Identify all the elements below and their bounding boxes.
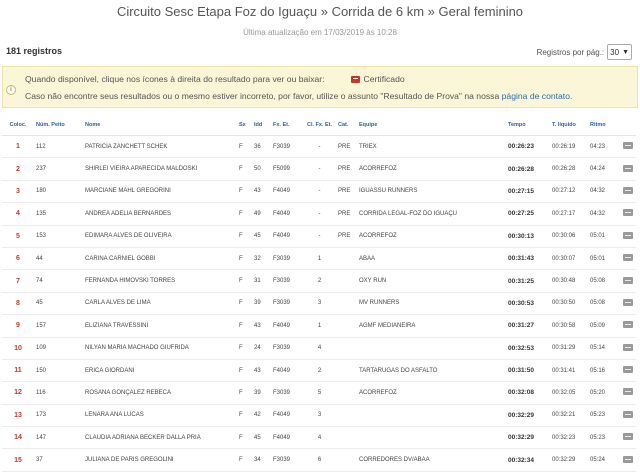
cell-age-group-rank: - <box>303 203 336 225</box>
cell-net-time: 00:26:19 <box>550 136 588 158</box>
cell-name: ROSANA GONÇALEZ REBECA <box>83 382 237 404</box>
cell-net-time: 00:30:07 <box>550 247 588 269</box>
cell-net-time: 00:31:41 <box>550 359 588 381</box>
cell-age-group-rank: 4 <box>303 337 336 359</box>
cell-name: EDIMARA ALVES DE OLIVEIRA <box>83 225 237 247</box>
cell-certificate <box>619 292 636 314</box>
cell-net-time: 00:30:48 <box>550 270 588 292</box>
cell-sex: F <box>237 203 252 225</box>
cell-category <box>336 449 357 471</box>
per-page-control <box>537 44 632 60</box>
cell-net-time: 00:32:23 <box>550 427 588 449</box>
cell-name: FERNANDA HIMOVSKI TORRES <box>83 270 237 292</box>
last-updated: Última atualização em 17/03/2019 às 10:28 <box>243 28 397 37</box>
cell-net-time: 00:27:17 <box>550 203 588 225</box>
col-header-position[interactable]: Coloc. <box>2 115 34 136</box>
table-row <box>2 180 636 202</box>
cell-age: 50 <box>252 158 271 180</box>
certificate-icon[interactable] <box>623 321 633 328</box>
cell-name: LENARA ANA LUCAS <box>83 404 237 426</box>
cell-position: 10 <box>2 337 34 359</box>
cell-age-group: F4049 <box>271 427 303 449</box>
cell-sex: F <box>237 382 252 404</box>
cell-age-group: F3039 <box>271 136 303 158</box>
cell-age-group: F4049 <box>271 203 303 225</box>
col-header-time[interactable]: Tempo <box>506 115 550 136</box>
cell-category: PRE <box>336 203 357 225</box>
cell-bib: 45 <box>34 292 83 314</box>
cell-pace: 05:08 <box>588 292 619 314</box>
records-count: 181 registros <box>6 46 63 56</box>
cell-bib: 112 <box>34 136 83 158</box>
cell-age-group-rank: 3 <box>303 292 336 314</box>
cell-age: 43 <box>252 315 271 337</box>
cell-time: 00:30:53 <box>506 292 550 314</box>
cell-position: 12 <box>2 382 34 404</box>
cell-age: 43 <box>252 180 271 202</box>
cell-age-group-rank: 5 <box>303 382 336 404</box>
certificate-icon[interactable] <box>623 456 633 463</box>
cell-age: 34 <box>252 449 271 471</box>
certificate-icon[interactable] <box>623 388 633 395</box>
col-header-net-time[interactable]: T. líquido <box>550 115 588 136</box>
cell-name: ERICA GIORDANI <box>83 359 237 381</box>
cell-time: 00:31:25 <box>506 270 550 292</box>
page-title: Circuito Sesc Etapa Foz do Iguaçu » Corrida de 6 km » Geral feminino <box>116 4 524 19</box>
cell-sex: F <box>237 292 252 314</box>
cell-age-group: F4049 <box>271 180 303 202</box>
cell-category: PRE <box>336 225 357 247</box>
col-header-bib[interactable]: Núm. Peito <box>34 115 83 136</box>
cell-certificate <box>619 427 636 449</box>
cell-category: PRE <box>336 136 357 158</box>
cell-certificate <box>619 247 636 269</box>
cell-certificate <box>619 359 636 381</box>
cell-bib: 150 <box>34 359 83 381</box>
per-page-select[interactable] <box>607 44 632 60</box>
cell-pace: 04:32 <box>588 203 619 225</box>
results-toolbar <box>0 42 640 66</box>
certificate-icon[interactable] <box>623 232 633 239</box>
cell-sex: F <box>237 180 252 202</box>
cell-pace: 05:23 <box>588 427 619 449</box>
table-row <box>2 337 636 359</box>
notice-line-1 <box>25 74 405 84</box>
table-row <box>2 270 636 292</box>
cell-bib: 109 <box>34 337 83 359</box>
certificate-icon[interactable] <box>623 165 633 172</box>
cell-team: TRIEX <box>357 136 506 158</box>
cell-age-group-rank: - <box>303 180 336 202</box>
cell-age-group: F3039 <box>271 292 303 314</box>
cell-name: CARINA CARNIEL GOBBI <box>83 247 237 269</box>
cell-name: NILYAN MARIA MACHADO GIUFRIDA <box>83 337 237 359</box>
cell-age-group: F3039 <box>271 247 303 269</box>
cell-name: CLAUDIA ADRIANA BECKER DALLA PRIA <box>83 427 237 449</box>
col-header-team[interactable]: Equipe <box>357 115 506 136</box>
table-row <box>2 292 636 314</box>
cell-age: 45 <box>252 225 271 247</box>
cell-certificate <box>619 337 636 359</box>
table-row <box>2 449 636 471</box>
cell-time: 00:32:53 <box>506 337 550 359</box>
cell-net-time: 00:32:21 <box>550 404 588 426</box>
cell-age-group: F5099 <box>271 158 303 180</box>
cell-net-time: 00:32:05 <box>550 382 588 404</box>
cell-time: 00:32:29 <box>506 427 550 449</box>
cell-age-group: F3039 <box>271 382 303 404</box>
cell-time: 00:27:15 <box>506 180 550 202</box>
cell-sex: F <box>237 359 252 381</box>
cell-certificate <box>619 203 636 225</box>
table-row <box>2 427 636 449</box>
cell-pace: 05:14 <box>588 337 619 359</box>
certificate-icon[interactable] <box>623 277 633 284</box>
cell-age: 39 <box>252 292 271 314</box>
cell-certificate <box>619 225 636 247</box>
table-row <box>2 315 636 337</box>
cell-team: CORREDORES DV/ABAA <box>357 449 506 471</box>
table-row <box>2 359 636 381</box>
notice-line-2 <box>25 91 572 101</box>
cell-position: 2 <box>2 158 34 180</box>
certificate-icon[interactable] <box>623 142 633 149</box>
cell-sex: F <box>237 449 252 471</box>
table-row <box>2 247 636 269</box>
cell-position: 8 <box>2 292 34 314</box>
cell-certificate <box>619 404 636 426</box>
cell-time: 00:31:43 <box>506 247 550 269</box>
cell-team: ABAA <box>357 247 506 269</box>
cell-time: 00:32:08 <box>506 382 550 404</box>
cell-certificate <box>619 180 636 202</box>
col-header-certificate <box>619 115 636 136</box>
cell-age: 36 <box>252 136 271 158</box>
chevron-down-icon: ▼ <box>622 48 629 56</box>
cell-position: 7 <box>2 270 34 292</box>
cell-age-group: F4049 <box>271 225 303 247</box>
cell-sex: F <box>237 315 252 337</box>
cell-certificate <box>619 270 636 292</box>
cell-certificate <box>619 315 636 337</box>
certificate-icon[interactable] <box>623 209 633 216</box>
per-page-value: 30 <box>610 47 620 57</box>
cell-age-group-rank: 2 <box>303 270 336 292</box>
cell-age-group-rank: - <box>303 225 336 247</box>
cell-net-time: 00:27:12 <box>550 180 588 202</box>
cell-pace: 05:20 <box>588 382 619 404</box>
col-header-pace[interactable]: Ritmo <box>588 115 619 136</box>
cell-position: 13 <box>2 404 34 426</box>
cell-bib: 135 <box>34 203 83 225</box>
cell-bib: 37 <box>34 449 83 471</box>
cell-pace: 04:24 <box>588 158 619 180</box>
cell-category: PRE <box>336 158 357 180</box>
cell-age-group-rank: 6 <box>303 449 336 471</box>
col-header-age-group-rank[interactable]: Cl. Fx. Et. <box>303 115 336 136</box>
cell-age-group: F4049 <box>271 404 303 426</box>
cell-pace: 04:32 <box>588 180 619 202</box>
cell-category <box>336 270 357 292</box>
cell-time: 00:26:23 <box>506 136 550 158</box>
cell-net-time: 00:31:29 <box>550 337 588 359</box>
cell-age-group-rank: 1 <box>303 315 336 337</box>
cell-team <box>357 337 506 359</box>
cell-certificate <box>619 136 636 158</box>
cell-age-group-rank: 4 <box>303 427 336 449</box>
results-table <box>2 115 636 472</box>
table-row <box>2 382 636 404</box>
table-row <box>2 158 636 180</box>
certificate-icon[interactable] <box>623 366 633 373</box>
cell-position: 15 <box>2 449 34 471</box>
cell-age-group: F3039 <box>271 449 303 471</box>
cell-team: IGUASSU RUNNERS <box>357 180 506 202</box>
cell-age-group: F3039 <box>271 337 303 359</box>
cell-sex: F <box>237 337 252 359</box>
cell-category <box>336 315 357 337</box>
certificate-icon[interactable] <box>623 411 633 418</box>
cell-position: 4 <box>2 203 34 225</box>
cell-sex: F <box>237 158 252 180</box>
cell-pace: 05:24 <box>588 449 619 471</box>
cell-age: 43 <box>252 359 271 381</box>
cell-pace: 05:01 <box>588 247 619 269</box>
cell-time: 00:31:27 <box>506 315 550 337</box>
certificate-icon[interactable] <box>623 433 633 440</box>
cell-team: MV RUNNERS <box>357 292 506 314</box>
cell-category <box>336 382 357 404</box>
cell-bib: 237 <box>34 158 83 180</box>
cell-age: 31 <box>252 270 271 292</box>
cell-age-group-rank: 2 <box>303 359 336 381</box>
cell-category <box>336 427 357 449</box>
results-body <box>2 136 636 472</box>
cell-sex: F <box>237 247 252 269</box>
cell-name: PATRICIA ZANCHETT SCHEK <box>83 136 237 158</box>
cell-time: 00:26:28 <box>506 158 550 180</box>
col-header-age-group[interactable]: Fx. Et. <box>271 115 303 136</box>
cell-pace: 04:23 <box>588 136 619 158</box>
cell-sex: F <box>237 404 252 426</box>
cell-bib: 147 <box>34 427 83 449</box>
cell-bib: 116 <box>34 382 83 404</box>
col-header-name[interactable]: Nome <box>83 115 237 136</box>
cell-age-group-rank: 1 <box>303 247 336 269</box>
cell-age-group: F4049 <box>271 359 303 381</box>
cell-team: ACORREFOZ <box>357 225 506 247</box>
cell-name: ANDREA ADELIA BERNARDES <box>83 203 237 225</box>
cell-bib: 44 <box>34 247 83 269</box>
cell-bib: 180 <box>34 180 83 202</box>
table-row <box>2 203 636 225</box>
cell-age-group: F4049 <box>271 315 303 337</box>
cell-age-group-rank: - <box>303 158 336 180</box>
certificate-icon[interactable] <box>623 187 633 194</box>
table-row <box>2 225 636 247</box>
col-header-sex[interactable]: Sx <box>237 115 252 136</box>
cell-category <box>336 404 357 426</box>
cell-age: 42 <box>252 404 271 426</box>
cell-team <box>357 427 506 449</box>
cell-sex: F <box>237 270 252 292</box>
table-row <box>2 404 636 426</box>
cell-position: 14 <box>2 427 34 449</box>
col-header-age[interactable]: Idd <box>252 115 271 136</box>
cell-sex: F <box>237 427 252 449</box>
cell-team: AGMF MEDIANEIRA <box>357 315 506 337</box>
cell-name: SHIRLEI VIEIRA APARECIDA MALDOSKI <box>83 158 237 180</box>
cell-pace: 05:23 <box>588 404 619 426</box>
cell-time: 00:31:50 <box>506 359 550 381</box>
cell-bib: 74 <box>34 270 83 292</box>
cell-age-group-rank: - <box>303 136 336 158</box>
info-icon: i <box>6 85 16 95</box>
cell-position: 11 <box>2 359 34 381</box>
cell-age: 24 <box>252 337 271 359</box>
contact-page-link[interactable]: página de contato. <box>501 91 573 101</box>
cell-bib: 153 <box>34 225 83 247</box>
cell-name: ELIZIANA TRAVESSINI <box>83 315 237 337</box>
table-header-row <box>2 115 636 136</box>
cell-category <box>336 337 357 359</box>
cell-time: 00:30:13 <box>506 225 550 247</box>
cell-net-time: 00:30:58 <box>550 315 588 337</box>
cell-age: 49 <box>252 203 271 225</box>
cell-age: 39 <box>252 382 271 404</box>
cell-category <box>336 359 357 381</box>
cell-position: 6 <box>2 247 34 269</box>
cell-net-time: 00:30:50 <box>550 292 588 314</box>
table-row <box>2 136 636 158</box>
cell-pace: 05:09 <box>588 315 619 337</box>
cell-bib: 173 <box>34 404 83 426</box>
cell-team: ACORREFOZ <box>357 158 506 180</box>
cell-net-time: 00:26:28 <box>550 158 588 180</box>
cell-pace: 05:08 <box>588 270 619 292</box>
cell-pace: 05:01 <box>588 225 619 247</box>
cell-certificate <box>619 449 636 471</box>
cell-certificate <box>619 158 636 180</box>
cell-bib: 157 <box>34 315 83 337</box>
cell-sex: F <box>237 225 252 247</box>
cell-team: TARTARUGAS DO ASFALTO <box>357 359 506 381</box>
cell-certificate <box>619 382 636 404</box>
cell-time: 00:27:25 <box>506 203 550 225</box>
cell-position: 5 <box>2 225 34 247</box>
cell-position: 1 <box>2 136 34 158</box>
cell-sex: F <box>237 136 252 158</box>
cell-age: 32 <box>252 247 271 269</box>
cell-name: CARLA ALVES DE LIMA <box>83 292 237 314</box>
cell-time: 00:32:29 <box>506 404 550 426</box>
certificate-icon[interactable] <box>623 344 633 351</box>
cell-net-time: 00:30:06 <box>550 225 588 247</box>
notice-text-2: Caso não encontre seus resultados ou o mesmo estiver incorreto, por favor, utilize o assunto "Resultado de Prova" na nossa <box>25 91 500 101</box>
cell-team: CORRIDA LEGAL-FOZ DO IGUAÇU <box>357 203 506 225</box>
cell-pace: 05:16 <box>588 359 619 381</box>
cell-position: 3 <box>2 180 34 202</box>
cell-team: ACORREFOZ <box>357 382 506 404</box>
col-header-category[interactable]: Cat. <box>336 115 357 136</box>
certificate-icon <box>351 76 360 83</box>
cell-net-time: 00:32:29 <box>550 449 588 471</box>
certificate-label: Certificado <box>363 74 405 84</box>
certificate-icon[interactable] <box>623 254 633 261</box>
cell-name: MARCIANE MAHL GREGORINI <box>83 180 237 202</box>
cell-age: 45 <box>252 427 271 449</box>
cell-time: 00:32:34 <box>506 449 550 471</box>
cell-category: PRE <box>336 180 357 202</box>
cell-position: 9 <box>2 315 34 337</box>
cell-team <box>357 404 506 426</box>
cell-team: OXY RUN <box>357 270 506 292</box>
cell-category <box>336 247 357 269</box>
notice-box <box>2 66 638 108</box>
certificate-icon[interactable] <box>623 299 633 306</box>
notice-text-1: Quando disponível, clique nos ícones à direita do resultado para ver ou baixar: <box>25 74 325 84</box>
per-page-label: Registros por pág.: <box>536 47 605 57</box>
cell-category <box>336 292 357 314</box>
cell-age-group-rank: 3 <box>303 404 336 426</box>
cell-age-group: F3039 <box>271 270 303 292</box>
cell-name: JULIANA DE PARIS GREGOLINI <box>83 449 237 471</box>
